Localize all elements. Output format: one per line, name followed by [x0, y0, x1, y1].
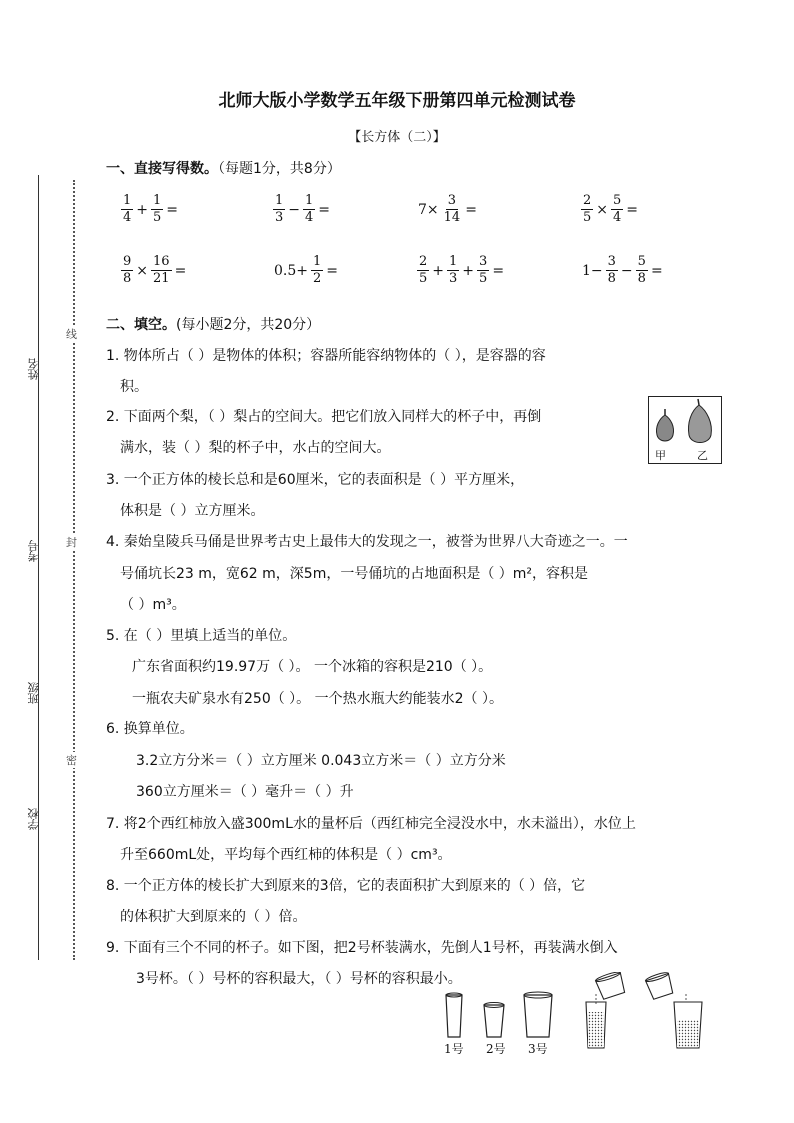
- fraction: [611, 193, 623, 226]
- margin-label-exam-no: 考号: [27, 540, 40, 562]
- denominator: 4: [305, 210, 314, 225]
- q4-line1: 4. 秦始皇陵兵马俑是世界考古史上最伟大的发现之一，被誉为世界八大奇迹之一。一: [106, 534, 628, 550]
- seal-char-line: 线: [66, 328, 77, 341]
- numerator: 1: [449, 254, 458, 269]
- numerator: 5: [637, 254, 646, 269]
- fraction: [121, 193, 133, 226]
- fraction: [121, 254, 133, 287]
- cup-label-3: 3号: [528, 1042, 548, 1056]
- operator: =: [174, 262, 187, 279]
- denominator: 4: [123, 210, 132, 225]
- numerator: 3: [447, 193, 457, 208]
- fraction: [636, 254, 648, 287]
- q7-line1: 7. 将2个西红柿放入盛300mL水的量杯后（西红柿完全浸没水中，水未溢出），水位上: [106, 816, 636, 832]
- fraction: [606, 254, 618, 287]
- q5-line3: 一瓶农夫矿泉水有250（ ）。 一个热水瓶大约能装水2（ ）。: [132, 691, 503, 707]
- calc-item: [416, 254, 506, 287]
- page-title: 北师大版小学数学五年级下册第四单元检测试卷: [218, 91, 576, 111]
- calc-item: [580, 254, 665, 287]
- binding-solid-line: [38, 175, 39, 960]
- operator: =: [492, 262, 505, 279]
- denominator: 5: [419, 271, 428, 286]
- calc-item: [416, 193, 479, 226]
- operator: −: [620, 262, 633, 279]
- binding-dotted-line: [73, 180, 75, 960]
- operator: 7×: [418, 201, 439, 218]
- operator: =: [626, 201, 639, 218]
- denominator: 3: [449, 271, 458, 286]
- section2-heading: [106, 314, 320, 334]
- fraction: [442, 193, 463, 226]
- q2-line1: 2. 下面两个梨，（ ）梨占的空间大。把它们放入同样大的杯子中，再倒: [106, 409, 542, 425]
- q5-line1: 5. 在（ ）里填上适当的单位。: [106, 628, 297, 644]
- margin-label-class: 班级: [27, 682, 40, 704]
- pear-label-jia: 甲: [655, 449, 666, 462]
- fraction: [447, 254, 459, 287]
- section1-heading: [106, 158, 341, 178]
- numerator: 1: [153, 193, 162, 208]
- q1-line2: 积。: [120, 379, 148, 395]
- operator: =: [166, 201, 179, 218]
- q6-line2: 3.2立方分米＝（ ）立方厘米 0.043立方米＝（ ）立方分米: [136, 753, 506, 769]
- q6-line3: 360立方厘米＝（ ）毫升＝（ ）升: [136, 784, 354, 800]
- q2-line2: 满水，装（ ）梨的杯子中，水占的空间大。: [120, 440, 391, 456]
- pear-illustration: [648, 396, 722, 464]
- denominator: 8: [637, 271, 646, 286]
- pears-icon: [649, 397, 721, 449]
- q9-line2: 3号杯。（ ）号杯的容积最大，（ ）号杯的容积最小。: [136, 971, 462, 987]
- pear-label-yi: 乙: [697, 449, 708, 462]
- q4-line2: 号俑坑长23 m，宽62 m，深5m，一号俑坑的占地面积是（ ）m²，容积是: [120, 566, 589, 582]
- q7-line2: 升至660mL处，平均每个西红柿的体积是（ ）cm³。: [120, 847, 452, 863]
- fraction: [477, 254, 489, 287]
- operator: +: [136, 201, 149, 218]
- cups-icon: [436, 990, 576, 1040]
- operator: =: [326, 262, 339, 279]
- q3-line1: 3. 一个正方体的棱长总和是60厘米，它的表面积是（ ）平方厘米，: [106, 472, 525, 488]
- fraction: [417, 254, 429, 287]
- cup-label-1: 1号: [444, 1042, 464, 1056]
- seal-char-seal: 封: [66, 536, 77, 549]
- numerator: 1: [313, 254, 322, 269]
- operator: −: [288, 201, 301, 218]
- pouring-illustration: [582, 972, 712, 1052]
- operator: 0.5+: [274, 262, 308, 279]
- denominator: 14: [443, 210, 461, 225]
- section2-note: (每小题2分，共20分）: [176, 317, 321, 333]
- denominator: 8: [607, 271, 616, 286]
- calc-item: [272, 254, 340, 287]
- fraction: [311, 254, 323, 287]
- calc-item: [120, 193, 180, 226]
- calc-item: [272, 193, 332, 226]
- q8-line1: 8. 一个正方体的棱长扩大到原来的3倍，它的表面积扩大到原来的（ ）倍，它: [106, 878, 586, 894]
- margin-label-school: 学校: [27, 808, 40, 830]
- page-subtitle: 【长方体（二）】: [348, 130, 446, 145]
- denominator: 2: [313, 271, 322, 286]
- fraction: [303, 193, 315, 226]
- q3-line2: 体积是（ ）立方厘米。: [120, 503, 265, 519]
- numerator: 3: [479, 254, 488, 269]
- numerator: 1: [275, 193, 284, 208]
- q6-line1: 6. 换算单位。: [106, 721, 194, 737]
- numerator: 2: [419, 254, 428, 269]
- seal-char-secret: 密: [66, 754, 77, 767]
- operator: +: [462, 262, 475, 279]
- numerator: 3: [607, 254, 616, 269]
- cups-illustration: [436, 990, 576, 1060]
- operator: ×: [136, 262, 149, 279]
- pouring-cups-icon: [582, 972, 712, 1052]
- calc-item: [120, 254, 188, 287]
- denominator: 8: [123, 271, 132, 286]
- denominator: 5: [153, 210, 162, 225]
- operator: +: [432, 262, 445, 279]
- numerator: 2: [583, 193, 592, 208]
- q5-line2: 广东省面积约19.97万（ ）。 一个冰箱的容积是210（ ）。: [132, 659, 493, 675]
- numerator: 16: [153, 254, 170, 269]
- section2-title: 二、填空。: [106, 317, 176, 333]
- numerator: 5: [613, 193, 622, 208]
- q8-line2: 的体积扩大到原来的（ ）倍。: [120, 909, 307, 925]
- fraction: [581, 193, 593, 226]
- calc-item: [580, 193, 640, 226]
- operator: ×: [596, 201, 609, 218]
- fraction: [151, 254, 172, 287]
- denominator: 21: [153, 271, 170, 286]
- denominator: 5: [479, 271, 488, 286]
- operator: 1−: [582, 262, 603, 279]
- operator: =: [465, 201, 477, 218]
- q1-line1: 1. 物体所占（ ）是物体的体积；容器所能容纳物体的（ ），是容器的容: [106, 348, 546, 364]
- section1-note: （每题1分，共8分）: [218, 161, 341, 177]
- denominator: 4: [613, 210, 622, 225]
- fraction: [151, 193, 163, 226]
- cup-label-2: 2号: [486, 1042, 506, 1056]
- section1-title: 一、直接写得数。: [106, 161, 218, 177]
- q9-line1: 9. 下面有三个不同的杯子。如下图，把2号杯装满水，先倒人1号杯，再装满水倒入: [106, 940, 618, 956]
- numerator: 9: [123, 254, 132, 269]
- numerator: 1: [305, 193, 314, 208]
- denominator: 5: [583, 210, 592, 225]
- denominator: 3: [275, 210, 284, 225]
- operator: =: [318, 201, 331, 218]
- margin-label-name: 姓名: [27, 358, 40, 380]
- numerator: 1: [123, 193, 132, 208]
- q4-line3: （ ）m³。: [120, 597, 186, 613]
- fraction: [273, 193, 285, 226]
- operator: =: [650, 262, 663, 279]
